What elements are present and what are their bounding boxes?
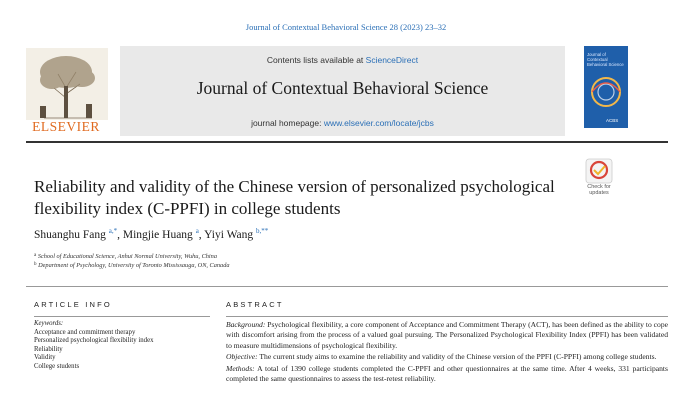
- affiliation-text: Department of Psychology, University of Toronto Mississauga, ON, Canada: [38, 262, 230, 269]
- publisher-name: ELSEVIER: [32, 119, 100, 134]
- journal-cover-thumbnail[interactable]: [584, 46, 628, 128]
- affiliation-mark: a: [34, 253, 37, 258]
- affiliation: [34, 253, 217, 260]
- keyword-item: Acceptance and commitment therapy: [34, 328, 136, 336]
- contents-line: [120, 55, 565, 65]
- keywords-label: Keywords:: [34, 320, 64, 327]
- keywords-list: [34, 329, 153, 372]
- header-rule: [26, 141, 668, 143]
- author-name[interactable]: Shuanghu Fang: [34, 229, 106, 241]
- abstract-label: Methods:: [226, 363, 255, 373]
- elsevier-tree-logo: [26, 48, 108, 130]
- affiliation-mark: b: [34, 262, 37, 267]
- abstract-text: Psychological flexibility, a core component of Acceptance and Commitment Therapy (ACT), has been defined as the ability to cope with discomfort arising from the process of a valued goal pursuing. The Personalized Psychological Flexibility Index (PPFI) has been validated to measure multidimensions of psychological flexibility.: [226, 320, 668, 350]
- homepage-line: [120, 118, 565, 128]
- author-separator: ,: [198, 229, 205, 241]
- keyword-item: Validity: [34, 354, 56, 362]
- author-affil-mark[interactable]: b,**: [256, 227, 269, 235]
- journal-title: Journal of Contextual Behavioral Science: [196, 78, 489, 98]
- author-separator: ,: [117, 229, 123, 241]
- keyword-item: College students: [34, 362, 80, 370]
- homepage-prefix: journal homepage:: [251, 118, 324, 128]
- abstract-objective: [226, 352, 668, 362]
- abstract-text: The current study aims to examine the reliability and validity of the Chinese version of the PPFI (C-PPFI) among college students.: [257, 352, 657, 362]
- affiliation: [34, 262, 230, 269]
- homepage-link[interactable]: www.elsevier.com/locate/jcbs: [323, 118, 434, 128]
- sciencedirect-link[interactable]: ScienceDirect: [365, 55, 419, 65]
- section-rule: [26, 286, 668, 287]
- article-info-heading: ARTICLE INFO: [34, 300, 112, 309]
- keyword-item: Reliability: [34, 345, 63, 353]
- abstract-label: Objective:: [226, 352, 258, 362]
- abstract-body: [226, 320, 668, 385]
- keyword-item: Personalized psychological flexibility index: [34, 337, 154, 345]
- check-updates-line1: Check for: [587, 184, 611, 190]
- check-updates-icon: [585, 158, 613, 184]
- abstract-heading: ABSTRACT: [226, 300, 284, 309]
- abstract-background: [226, 320, 668, 351]
- abstract-methods: [226, 364, 668, 385]
- cover-badge: ACBS: [606, 118, 619, 123]
- check-updates-label[interactable]: [579, 184, 619, 196]
- author-list: [34, 227, 268, 241]
- article-info-rule: [34, 316, 210, 317]
- author-affil-mark[interactable]: a: [195, 227, 199, 235]
- contents-prefix: Contents lists available at: [266, 55, 366, 65]
- journal-reference[interactable]: Journal of Contextual Behavioral Science 28 (2023) 23–32: [245, 22, 447, 32]
- author-name[interactable]: Yiyi Wang: [204, 229, 254, 241]
- affiliation-text: School of Educational Science, Anhui Normal University, Wuhu, China: [37, 253, 217, 260]
- abstract-rule: [226, 316, 668, 317]
- cover-title: Journal of Contextual Behavioral Science: [587, 52, 624, 67]
- article-title: Reliability and validity of the Chinese version of personalized psychological flexibility index (C-PPFI) in college students: [34, 177, 555, 218]
- author-affil-mark[interactable]: a,*: [108, 227, 118, 235]
- check-updates-line2: updates: [589, 190, 609, 196]
- author-name[interactable]: Mingjie Huang: [122, 229, 193, 241]
- abstract-text: A total of 1390 college students completed the C-PPFI and other questionnaires at the same time. After 4 weeks, 331 participants completed the same questionnaires to assess the test-retest reliability.: [226, 363, 668, 384]
- abstract-label: Background:: [226, 320, 266, 329]
